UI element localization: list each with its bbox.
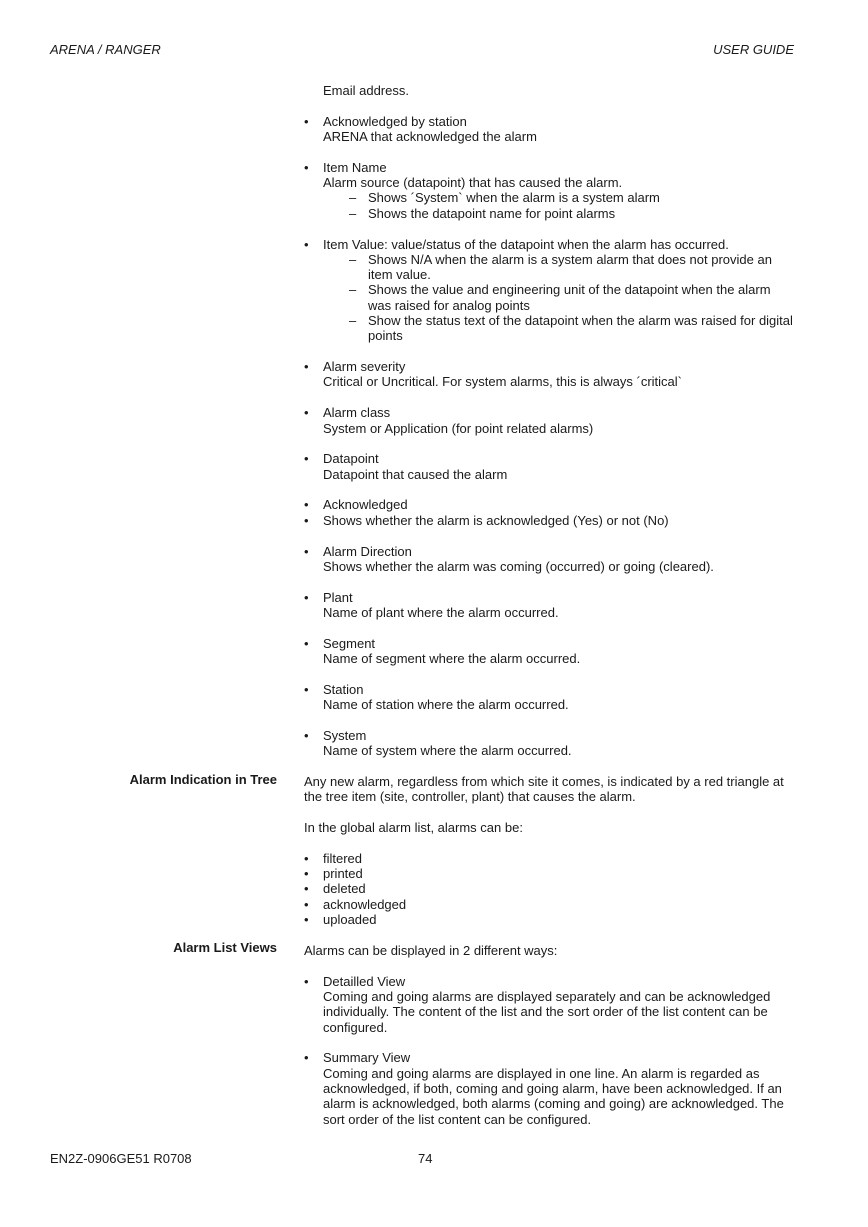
footer-page-number: 74 — [418, 1151, 433, 1166]
dash-icon: – — [349, 313, 357, 329]
item-title: Detailled View — [323, 973, 406, 989]
sub-list-item: – Shows ´System` when the alarm is a system alarm — [349, 190, 660, 206]
item-desc: Coming and going alarms are displayed in one line. An alarm is regarded as acknowledged, if both, coming and going alarm, have been acknowledged. If an alarm is acknowledged, both alarms (coming and going) are acknowledged. The sort order of the list content can be configured. — [323, 1065, 784, 1127]
sub-list-item: – Shows the value and engineering unit of the datapoint when the alarm was raised for analog points — [349, 282, 771, 313]
bullet-icon: • — [304, 896, 309, 912]
intro-text: Email address. — [323, 83, 409, 98]
item-desc: Alarm source (datapoint) that has caused the alarm. — [323, 175, 623, 191]
section-heading-alarm-indication: Alarm Indication in Tree — [129, 772, 277, 787]
sub-list-item: – Show the status text of the datapoint when the alarm was raised for digital points — [349, 313, 793, 344]
item-title: Alarm Direction — [323, 543, 412, 559]
bullet-icon: • — [304, 543, 309, 559]
tree-paragraph-1: Any new alarm, regardless from which site it comes, is indicated by a red triangle at the tree item (site, controller, plant) that causes the alarm. — [304, 774, 784, 805]
views-paragraph: Alarms can be displayed in 2 different ways: — [304, 942, 558, 958]
item-desc: Name of station where the alarm occurred. — [323, 697, 569, 713]
list-item — [304, 513, 794, 528]
item-title: Item Name — [323, 159, 387, 175]
dash-icon: – — [349, 190, 357, 206]
item-title: Shows whether the alarm is acknowledged (Yes) or not (No) — [323, 512, 669, 528]
bullet-icon: • — [304, 881, 309, 897]
list-item: • printed — [304, 866, 363, 882]
list-item — [304, 237, 794, 344]
header-title-right: USER GUIDE — [713, 42, 794, 57]
item-desc: ARENA that acknowledged the alarm — [323, 129, 537, 145]
list-item — [304, 359, 794, 390]
list-item — [304, 497, 794, 512]
item-desc: Critical or Uncritical. For system alarms, this is always ´critical` — [323, 374, 682, 390]
header-title-left: ARENA / RANGER — [50, 42, 161, 57]
section-heading-alarm-list-views: Alarm List Views — [173, 940, 277, 955]
list-item — [304, 1050, 794, 1126]
bullet-icon: • — [304, 635, 309, 651]
list-item — [304, 682, 794, 713]
list-item — [304, 114, 794, 145]
item-desc: Name of plant where the alarm occurred. — [323, 604, 559, 620]
bullet-icon: • — [304, 866, 309, 882]
footer-doc-id: EN2Z-0906GE51 R0708 — [50, 1151, 192, 1166]
item-title: Alarm class — [323, 405, 391, 421]
list-item — [304, 728, 794, 759]
bullet-icon: • — [304, 497, 309, 513]
dash-icon: – — [349, 251, 357, 267]
item-title: Summary View — [323, 1050, 411, 1066]
item-title: Segment — [323, 635, 376, 651]
item-title: Alarm severity — [323, 359, 406, 375]
item-desc: Shows whether the alarm was coming (occurred) or going (cleared). — [323, 558, 714, 574]
bullet-icon: • — [304, 451, 309, 467]
bullet-icon: • — [304, 973, 309, 989]
item-title: Acknowledged — [323, 497, 408, 513]
list-item — [304, 160, 794, 221]
item-desc: Coming and going alarms are displayed separately and can be acknowledged individually. The content of the list and the sort order of the list content can be configured. — [323, 988, 771, 1035]
bullet-icon: • — [304, 236, 309, 252]
list-item: • deleted — [304, 881, 366, 897]
item-desc: System or Application (for point related alarms) — [323, 420, 594, 436]
item-title: System — [323, 727, 367, 743]
bullet-icon: • — [304, 1050, 309, 1066]
item-title: Plant — [323, 589, 353, 605]
item-desc: Name of system where the alarm occurred. — [323, 743, 572, 759]
list-item — [304, 544, 794, 575]
item-title: Station — [323, 681, 364, 697]
list-item — [304, 405, 794, 436]
bullet-icon: • — [304, 727, 309, 743]
sub-list-item: – Shows N/A when the alarm is a system alarm that does not provide an item value. — [349, 251, 772, 283]
list-item — [304, 590, 794, 621]
list-item: • uploaded — [304, 912, 377, 928]
item-title: Item Value: value/status of the datapoint when the alarm has occurred. — [323, 236, 729, 252]
bullet-icon: • — [304, 512, 309, 528]
bullet-icon: • — [304, 850, 309, 866]
list-item — [304, 636, 794, 667]
list-item: • acknowledged — [304, 896, 407, 912]
dash-icon: – — [349, 205, 357, 221]
bullet-icon: • — [304, 681, 309, 697]
bullet-icon: • — [304, 159, 309, 175]
bullet-icon: • — [304, 589, 309, 605]
bullet-icon: • — [304, 912, 309, 928]
item-title: Acknowledged by station — [323, 113, 467, 129]
item-desc: Name of segment where the alarm occurred. — [323, 651, 581, 667]
bullet-icon: • — [304, 113, 309, 129]
list-item: • filtered — [304, 850, 363, 866]
item-desc: Datapoint that caused the alarm — [323, 466, 508, 482]
bullet-icon: • — [304, 405, 309, 421]
bullet-icon: • — [304, 359, 309, 375]
tree-paragraph-2: In the global alarm list, alarms can be: — [304, 820, 523, 836]
dash-icon: – — [349, 282, 357, 298]
item-title: Datapoint — [323, 451, 379, 467]
list-item — [304, 974, 794, 1035]
sub-list-item: – Shows the datapoint name for point alarms — [349, 205, 616, 221]
main-content — [304, 83, 794, 1142]
list-item — [304, 451, 794, 482]
